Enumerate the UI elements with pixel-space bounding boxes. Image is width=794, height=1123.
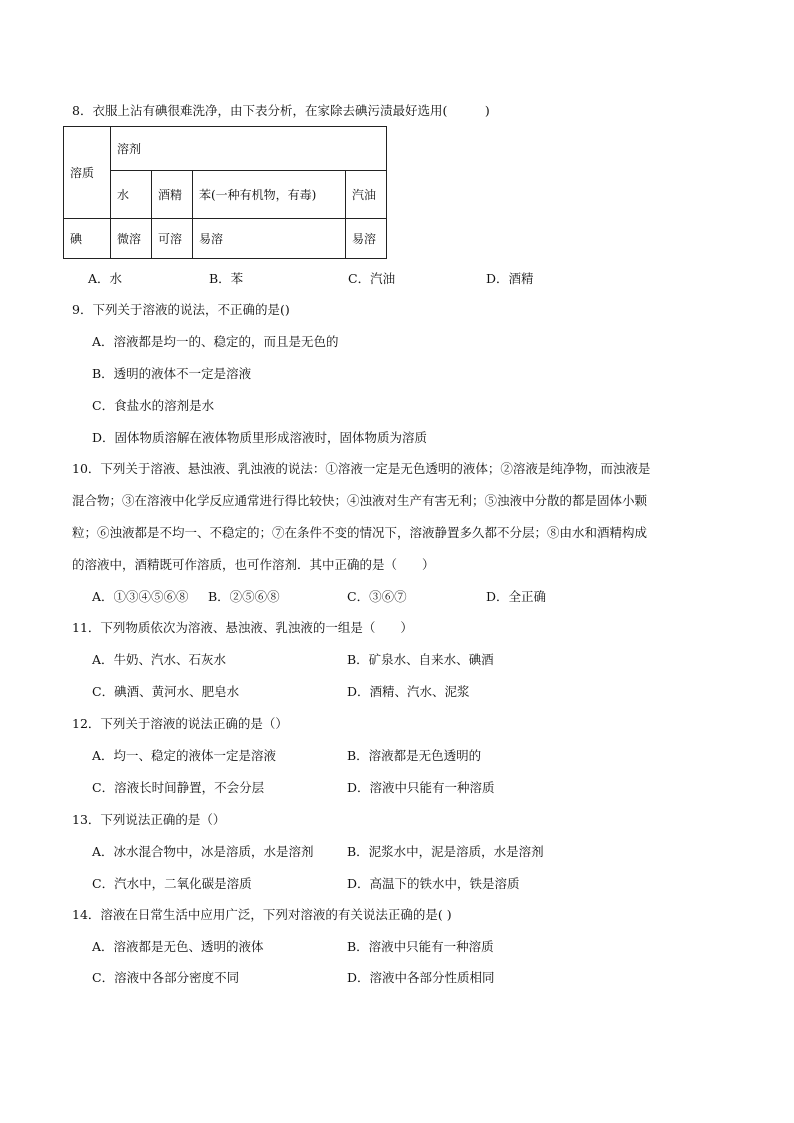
q11-option-a: A．牛奶、汽水、石灰水 [92, 652, 227, 667]
q13-option-a: A．冰水混合物中，冰是溶质，水是溶剂 [92, 844, 314, 859]
q10-option-a: A．①③④⑤⑥⑧ [92, 589, 189, 604]
q14-option-b: B．溶液中只能有一种溶质 [347, 939, 494, 954]
question-10-line-3: 粒；⑥浊液都是不均一、不稳定的；⑦在条件不变的情况下，溶液静置多久都不分层；⑧由水和酒精构成 [72, 525, 648, 540]
q10-option-c: C．③⑥⑦ [347, 589, 407, 604]
q10-option-b: B．②⑤⑥⑧ [208, 589, 280, 604]
q13-option-d: D．高温下的铁水中，铁是溶质 [347, 876, 520, 891]
question-9-stem: 9．下列关于溶液的说法，不正确的是() [72, 302, 290, 317]
q8-option-c: C．汽油 [348, 271, 396, 286]
q10-option-d: D．全正确 [486, 589, 547, 604]
question-10-line-4: 的溶液中，酒精既可作溶质，也可作溶剂．其中正确的是（ ） [72, 557, 435, 572]
q13-option-c: C．汽水中，二氧化碳是溶质 [92, 876, 252, 891]
solubility-cell-benzene: 易溶 [193, 219, 346, 259]
solvent-cell-gasoline: 汽油 [346, 171, 387, 219]
q8-option-b: B．苯 [209, 271, 244, 286]
solubility-cell-water: 微溶 [111, 219, 152, 259]
q12-option-c: C．溶液长时间静置，不会分层 [92, 780, 265, 795]
solute-header-cell: 溶质 [64, 127, 111, 219]
solubility-cell-gasoline: 易溶 [346, 219, 387, 259]
q14-option-a: A．溶液都是无色、透明的液体 [92, 939, 264, 954]
q11-option-c: C．碘酒、黄河水、肥皂水 [92, 684, 240, 699]
question-8-stem: 8．衣服上沾有碘很难洗净，由下表分析，在家除去碘污渍最好选用( ) [72, 103, 490, 118]
q8-option-a: A．水 [88, 271, 123, 286]
q9-option-a: A．溶液都是均一的、稳定的，而且是无色的 [92, 334, 339, 349]
solubility-table [63, 126, 387, 259]
q12-option-a: A．均一、稳定的液体一定是溶液 [92, 748, 277, 763]
question-13-stem: 13．下列说法正确的是（） [72, 812, 226, 827]
q12-option-d: D．溶液中只能有一种溶质 [347, 780, 495, 795]
solute-cell-iodine: 碘 [64, 219, 111, 259]
solvent-cell-alcohol: 酒精 [152, 171, 193, 219]
solvent-header-cell: 溶剂 [111, 127, 387, 171]
q13-option-b: B．泥浆水中，泥是溶质，水是溶剂 [347, 844, 544, 859]
question-11-stem: 11．下列物质依次为溶液、悬浊液、乳浊液的一组是（ ） [72, 620, 413, 635]
q9-option-b: B．透明的液体不一定是溶液 [92, 366, 252, 381]
question-10-line-2: 混合物；③在溶液中化学反应通常进行得比较快；④浊液对生产有害无利；⑤浊液中分散的都是固体小颗 [72, 493, 648, 508]
solubility-cell-alcohol: 可溶 [152, 219, 193, 259]
q12-option-b: B．溶液都是无色透明的 [347, 748, 482, 763]
q9-option-d: D．固体物质溶解在液体物质里形成溶液时，固体物质为溶质 [92, 430, 428, 445]
q8-option-d: D．酒精 [486, 271, 534, 286]
solvent-cell-benzene: 苯(一种有机物，有毒) [193, 171, 346, 219]
q11-option-b: B．矿泉水、自来水、碘酒 [347, 652, 494, 667]
q14-option-c: C．溶液中各部分密度不同 [92, 970, 240, 985]
q14-option-d: D．溶液中各部分性质相同 [347, 970, 495, 985]
question-10-line-1: 10．下列关于溶液、悬浊液、乳浊液的说法：①溶液一定是无色透明的液体；②溶液是纯净物，而浊液是 [72, 461, 651, 476]
q9-option-c: C．食盐水的溶剂是水 [92, 398, 215, 413]
solvent-cell-water: 水 [111, 171, 152, 219]
question-14-stem: 14．溶液在日常生活中应用广泛，下列对溶液的有关说法正确的是( ) [72, 907, 452, 922]
question-12-stem: 12．下列关于溶液的说法正确的是（） [72, 716, 288, 731]
q11-option-d: D．酒精、汽水、泥浆 [347, 684, 470, 699]
